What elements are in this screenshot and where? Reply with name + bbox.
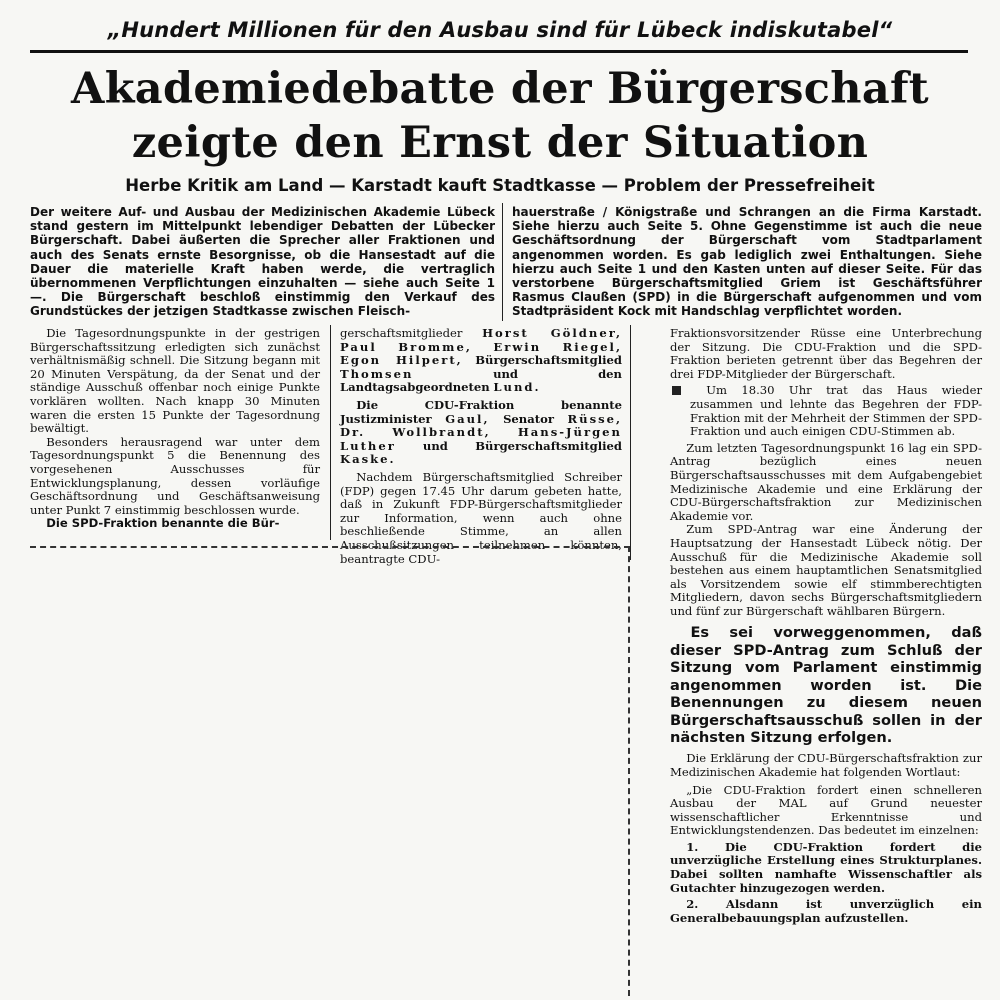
- headline-line-1: Akademiedebatte der Bürgerschaft: [71, 64, 929, 114]
- article-column-3: [670, 327, 982, 995]
- col3-paragraph-1: Fraktionsvorsitzender Rüsse eine Unterbrechung der Sitzung. Die CDU-Fraktion und die SPD-Fraktion berieten getrennt über das Begehren der drei FDP-Mitglieder der Bürgerschaft.: [670, 326, 982, 381]
- col3-paragraph-3: Zum letzten Tagesordnungspunkt 16 lag ein SPD-Antrag bezüglich eines neuen Bürgerschaftsausschusses mit dem Aufgabengebiet Medizinische Akademie und eine Erklärung der CDU-Bürgerschaftsfraktion zur Medizinischen Akademie vor.: [670, 440, 982, 523]
- kicker-headline: „Hundert Millionen für den Ausbau sind für Lübeck indiskutabel“: [107, 18, 893, 42]
- column-divider-3: [628, 546, 630, 996]
- lead-left: [30, 205, 495, 319]
- article-column-2: [340, 326, 623, 566]
- section-break-rule: [30, 546, 630, 548]
- col2-text: Senator: [503, 411, 554, 426]
- col2-text: Bürgerschaftsmitglied: [475, 353, 622, 368]
- col2-paragraph-3: Nachdem Bürgerschaftsmitglied Schreiber (FDP) gegen 17.45 Uhr darum gebeten hatte, daß in Zukunft FDP-Bürgerschaftsmitglieder zur Information, wenn auch ohne beschließende Stimme, an allen Ausschußsitzungen teilnehmen könnten, beantragte CDU-: [340, 469, 622, 566]
- col2-names: Rüsse, Dr. Wollbrandt, Hans-Jürgen Luther: [340, 411, 623, 453]
- col3-paragraph-5: Die Erklärung der CDU-Bürgerschaftsfraktion zur Medizinischen Akademie hat folgenden Wortlaut:: [670, 751, 982, 779]
- kicker-rule: [30, 50, 968, 53]
- col2-paragraph-1: [340, 327, 622, 395]
- col2-names: Lund.: [493, 380, 541, 395]
- col2-text: und den Landtagsabgeordneten: [340, 366, 622, 395]
- col3-list-item-2: 2. Alsdann ist unverzüglich ein Generalbebauungsplan aufzustellen.: [670, 897, 982, 925]
- col3-list-item-1: 1. Die CDU-Fraktion fordert die unverzügliche Erstellung eines Strukturplanes. Dabei sollten namhafte Wissenschaftler als Gutachter hinzugezogen werden.: [670, 839, 982, 895]
- lead-right: [512, 205, 982, 319]
- col1-paragraph-3: Die SPD-Fraktion benannte die Bür-: [46, 516, 280, 531]
- col3-bold-paragraph: Es sei vorweggenommen, daß dieser SPD-Antrag zum Schluß der Sitzung vom Parlament einstimmig angenommen worden ist. Die Benennungen zu diesem neuen Bürgerschaftsausschuß sollen in der nächsten Sitzung erfolgen.: [670, 624, 982, 746]
- article-column-1: [30, 327, 320, 543]
- col2-names: Thomsen: [340, 366, 414, 381]
- col2-names: Kaske.: [340, 452, 396, 467]
- col2-text: und Bürgerschaftsmitglied: [422, 438, 622, 453]
- column-divider-1: [330, 325, 331, 540]
- col2-text: gerschaftsmitglieder: [340, 326, 463, 340]
- lead-right-text: hauerstraße / Königstraße und Schrangen an die Firma Karstadt. Siehe hierzu auch Seite 5. Ohne Gegenstimme ist auch die neue Geschäftsordnung der Bürgerschaft vom Stadtparlament angenommen worden. Es gab lediglich zwei Enthaltungen. Siehe hierzu auch Seite 1 und den Kasten unten auf dieser Seite. Für das verstorbene Bürgerschaftsmitglied Griem ist Geschäftsführer Rasmus Claußen (SPD) in die Bürgerschaft aufgenommen und vom Stadtpräsident Kock mit Handschlag verpflichtet worden.: [512, 205, 982, 319]
- lead-divider: [502, 203, 503, 321]
- column-divider-2: [630, 325, 631, 560]
- subheadline: Herbe Kritik am Land — Karstadt kauft Stadtkasse — Problem der Pressefreiheit: [125, 176, 875, 195]
- col3-paragraph-6: „Die CDU-Fraktion fordert einen schnelleren Ausbau der MAL auf Grund neuester wissenschaftlicher Erkenntnisse und Entwicklungstendenzen. Das bedeutet im einzelnen:: [670, 782, 982, 838]
- col3-paragraph-2: Um 18.30 Uhr trat das Haus wieder zusammen und lehnte das Begehren der FDP-Fraktion mit der Mehrheit der Stimmen der SPD-Fraktion und auch einigen CDU-Stimmen ab.: [670, 384, 982, 438]
- col2-names: Gaul,: [445, 411, 490, 426]
- col1-paragraph-2: Besonders herausragend war unter dem Tagesordnungspunkt 5 die Benennung des vorgesehenen Ausschusses für Entwicklungsplanung, dessen vorläufige Geschäftsordnung und Geschäftsanweisung unter Punkt 7 einstimmig beschlossen wurde.: [30, 434, 320, 517]
- col3-paragraph-4: Zum SPD-Antrag war eine Änderung der Hauptsatzung der Hansestadt Lübeck nötig. Der Ausschuß für die Medizinische Akademie soll bestehen aus einem hauptamtlichen Senatsmitglied als Vorsitzendem sowie elf stimmberechtigten Mitgliedern, davon sechs Bürgerschaftsmitgliedern und fünf zur Bürgerschaft wählbaren Bürgern.: [670, 522, 982, 618]
- col2-text: Die CDU-Fraktion benannte Justizminister: [340, 397, 622, 426]
- headline-line-2: zeigte den Ernst der Situation: [131, 118, 869, 168]
- col1-paragraph-1: Die Tagesordnungspunkte in der gestrigen Bürgerschaftssitzung erledigten sich zunächst verhältnismäßig schnell. Die Sitzung begann mit 20 Minuten Verspätung, da der Senat und der ständige Ausschuß offenbar noch einige Punkte vorklären wollten. Nach knapp 30 Minuten waren die ersten 15 Punkte der Tagesordnung bewältigt.: [30, 326, 320, 436]
- col2-names: Horst Göldner, Paul Bromme, Erwin Riegel, Egon Hilpert,: [340, 326, 622, 368]
- lead-left-text: Der weitere Auf- und Ausbau der Medizinischen Akademie Lübeck stand gestern im Mittelpunkt lebendiger Debatten der Lübecker Bürgerschaft. Dabei äußerten die Sprecher aller Fraktionen und auch des Senats ernste Besorgnisse, ob die Hansestadt auf die Dauer die materielle Kraft haben werde, die vertraglich übernommenen Verpflichtungen einzuhalten — siehe auch Seite 1 —. Die Bürgerschaft beschloß einstimmig den Verkauf des Grundstückes der jetzigen Stadtkasse zwischen Fleisch-: [30, 205, 495, 319]
- col2-paragraph-2: [340, 399, 622, 467]
